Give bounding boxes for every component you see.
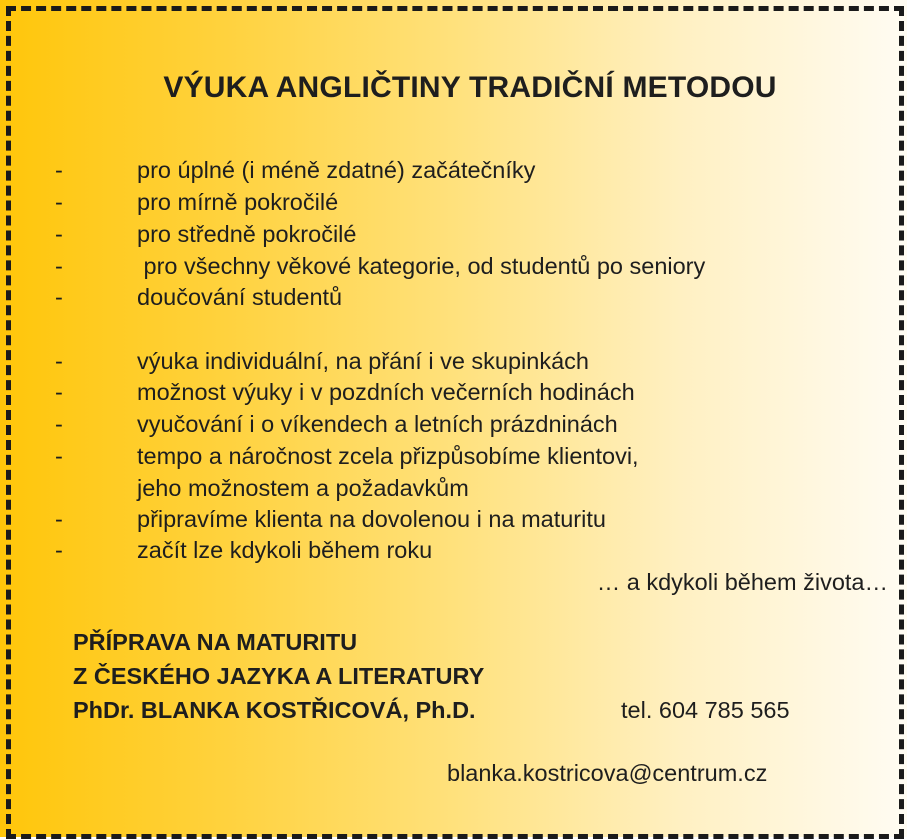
list-item (0, 441, 907, 471)
list-item (0, 219, 907, 249)
list-item (0, 377, 907, 407)
list-item (0, 282, 907, 312)
bullet-dash: - (55, 411, 63, 437)
list-item-text: pro středně pokročilé (137, 221, 357, 247)
list-item-text: doučování studentů (137, 284, 343, 310)
czech-prep-subheading: Z ČESKÉHO JAZYKA A LITERATURY (73, 663, 485, 689)
list-item (0, 409, 907, 439)
bullet-dash: - (55, 284, 63, 310)
list-item-text: začít lze kdykoli během roku (137, 537, 433, 563)
bullet-dash: - (55, 189, 63, 215)
bullet-dash: - (55, 348, 63, 374)
list-item-text: jeho možnostem a požadavkům (137, 475, 469, 501)
list-item (0, 187, 907, 217)
tagline: … a kdykoli během života… (596, 569, 888, 595)
bullet-dash: - (55, 537, 63, 563)
list-item-text: pro všechny věkové kategorie, od studentů po seniory (137, 253, 706, 279)
list-item-text: pro mírně pokročilé (137, 189, 339, 215)
bullet-dash: - (55, 443, 63, 469)
bullet-dash: - (55, 221, 63, 247)
bullet-dash: - (55, 379, 63, 405)
list-item (0, 535, 907, 565)
email-address[interactable]: blanka.kostricova@centrum.cz (447, 760, 768, 786)
list-item (0, 504, 907, 534)
list-item-text: možnost výuky i v pozdních večerních hodinách (137, 379, 635, 405)
list-item-text: vyučování i o víkendech a letních prázdninách (137, 411, 618, 437)
list-item-text: tempo a náročnost zcela přizpůsobíme klientovi, (137, 443, 639, 469)
list-item (0, 155, 907, 185)
bullet-dash: - (55, 506, 63, 532)
bullet-dash: - (55, 253, 63, 279)
page-title: VÝUKA ANGLIČTINY TRADIČNÍ METODOU (163, 71, 777, 104)
teacher-name: PhDr. BLANKA KOSTŘICOVÁ, Ph.D. (73, 697, 476, 723)
list-item-text: připravíme klienta na dovolenou i na maturitu (137, 506, 606, 532)
list-item-continuation (0, 473, 907, 503)
list-item-text: pro úplné (i méně zdatné) začátečníky (137, 157, 536, 183)
list-item (0, 346, 907, 376)
list-item (0, 251, 907, 281)
czech-prep-heading: PŘÍPRAVA NA MATURITU (73, 629, 358, 655)
list-item-text: výuka individuální, na přání i ve skupinkách (137, 348, 589, 374)
phone-number: tel. 604 785 565 (621, 697, 790, 723)
bullet-dash: - (55, 157, 63, 183)
